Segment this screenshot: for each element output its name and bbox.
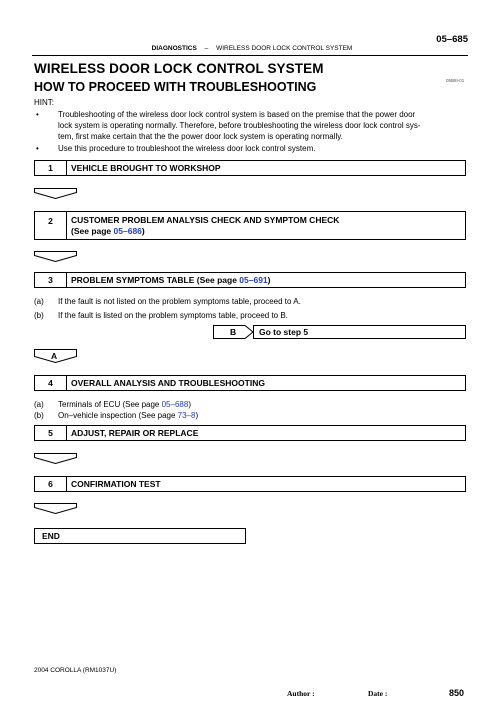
branch-a-label: A: [51, 351, 58, 361]
bullet-line: Troubleshooting of the wireless door lock control system is based on the premise that the power door: [58, 110, 416, 119]
flow-arrow-icon: [34, 453, 77, 464]
page-link[interactable]: 05–686: [113, 225, 142, 236]
hint-label: HINT:: [34, 98, 54, 107]
end-box: [34, 528, 246, 544]
page-link[interactable]: 05–688: [161, 400, 189, 409]
flow-arrow-icon: [34, 251, 77, 262]
page-link[interactable]: 05–691: [239, 275, 268, 285]
page-link[interactable]: 73–8: [177, 411, 196, 420]
step-title: ADJUST, REPAIR OR REPLACE: [71, 428, 199, 438]
bullet-item: [34, 109, 470, 143]
step-2-box: [34, 211, 466, 240]
bullet-line: tem, first make certain that the the power door lock system is operating normally.: [58, 132, 343, 142]
step-6-box: [34, 476, 466, 492]
footer-model: 2004 COROLLA (RM1037U): [34, 667, 117, 674]
step-number: 1: [35, 161, 67, 175]
bullet-line: Use this procedure to troubleshoot the wireless door lock control system.: [58, 143, 316, 153]
step-3-item: (b) If the fault is listed on the problem symptoms table, proceed to B.: [34, 311, 288, 320]
step-title: CONFIRMATION TEST: [71, 479, 161, 489]
header-section: DIAGNOSTICS: [151, 45, 197, 52]
page-number: 05–685: [436, 34, 468, 45]
header-rule: [32, 55, 468, 56]
branch-b-label: B: [230, 327, 237, 337]
step-title-line-2: (See page 05–686): [71, 225, 145, 236]
step-3-box: [34, 272, 466, 288]
step-number: 2: [35, 212, 67, 239]
header-separator: –: [204, 45, 209, 52]
bullet-item: [34, 143, 470, 154]
branch-b-text: Go to step 5: [259, 327, 309, 337]
flow-arrow-icon: [34, 503, 77, 514]
step-number: 3: [35, 273, 67, 287]
bullet-symbol: •: [36, 143, 39, 153]
page-title: WIRELESS DOOR LOCK CONTROL SYSTEM: [34, 61, 324, 76]
end-label: END: [42, 531, 60, 541]
section-title: HOW TO PROCEED WITH TROUBLESHOOTING: [34, 80, 317, 94]
footer-date: Date :: [368, 689, 388, 698]
footer-author: Author :: [287, 689, 315, 698]
step-number: 5: [35, 426, 67, 440]
running-header: [0, 45, 504, 52]
step-3-item: (a) If the fault is not listed on the problem symptoms table, proceed to A.: [34, 297, 301, 306]
step-title: VEHICLE BROUGHT TO WORKSHOP: [71, 163, 221, 173]
bullet-line: lock system is operating normally. Therefore, before troubleshooting the wireless door lock control sys-: [58, 121, 421, 131]
header-subtitle: WIRELESS DOOR LOCK CONTROL SYSTEM: [216, 45, 353, 52]
step-number: 4: [35, 376, 67, 390]
step-4-box: [34, 375, 466, 391]
step-4-item: (a) Terminals of ECU (See page 05–688): [34, 400, 191, 409]
step-title: [71, 215, 339, 236]
footer-page: 850: [449, 688, 465, 698]
reference-code: 05B8I-01: [446, 78, 465, 83]
branch-b-box: [213, 325, 466, 339]
step-number: 6: [35, 477, 67, 491]
step-title: PROBLEM SYMPTOMS TABLE (See page 05–691): [71, 275, 271, 285]
hint-bullets: [34, 109, 470, 154]
step-5-box: [34, 425, 466, 441]
step-1-box: [34, 160, 466, 176]
bullet-symbol: •: [36, 110, 39, 119]
flow-arrow-icon: [34, 188, 77, 199]
step-title: OVERALL ANALYSIS AND TROUBLESHOOTING: [71, 378, 265, 388]
step-4-item: (b) On–vehicle inspection (See page 73–8): [34, 411, 199, 420]
step-title-line-1: CUSTOMER PROBLEM ANALYSIS CHECK AND SYMPTOM CHECK: [71, 215, 340, 225]
